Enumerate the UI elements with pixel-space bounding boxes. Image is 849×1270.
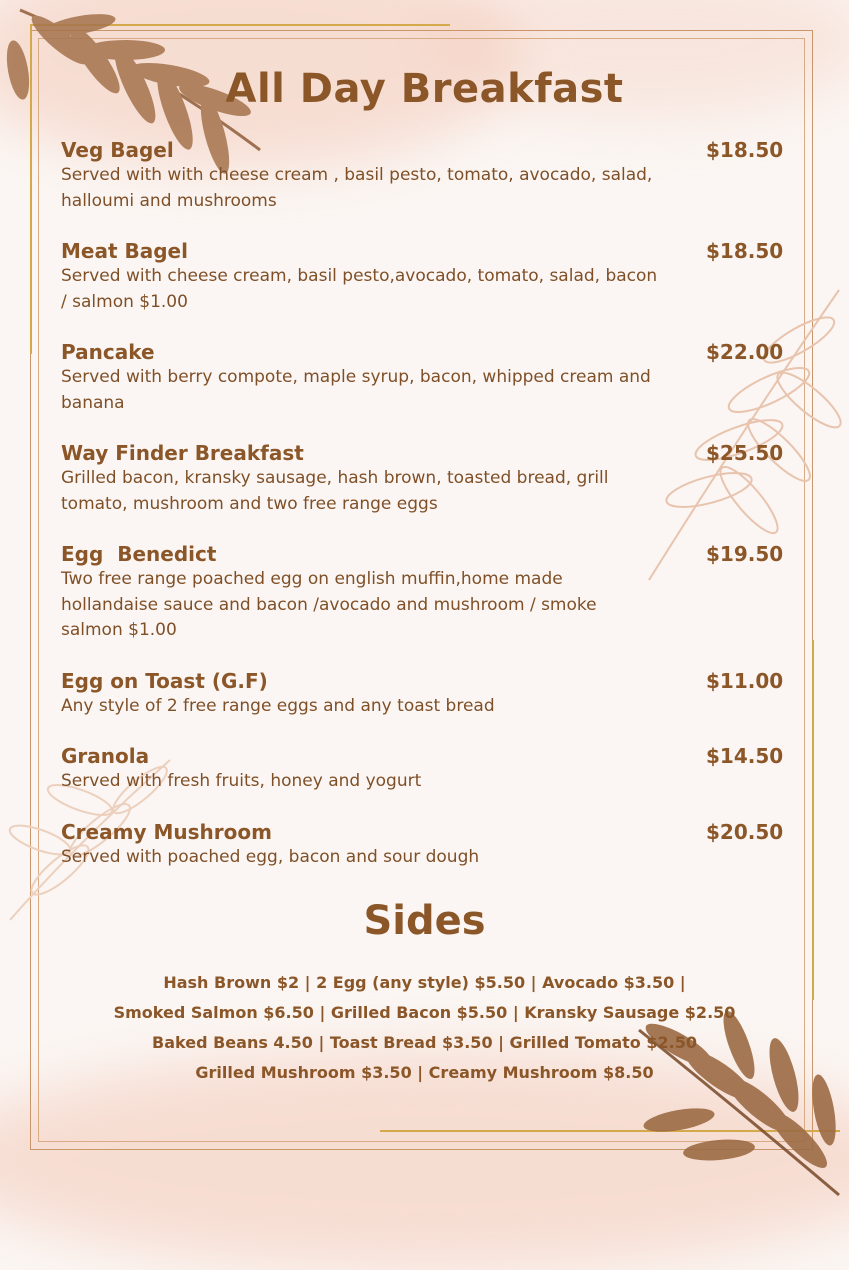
page-title: All Day Breakfast — [225, 66, 624, 112]
menu-item — [61, 440, 796, 517]
sides-line: Grilled Mushroom $3.50 | Creamy Mushroom $8.50 — [195, 1063, 654, 1082]
menu-item-name: Granola — [61, 744, 150, 768]
menu-item-price: $20.50 — [706, 820, 784, 844]
menu-item — [61, 743, 796, 795]
menu-item-price: $18.50 — [706, 138, 784, 162]
menu-item — [61, 819, 796, 871]
sides-line: Hash Brown $2 | 2 Egg (any style) $5.50 | Avocado $3.50 | — [163, 973, 686, 992]
menu-item-name: Egg on Toast (G.F) — [61, 669, 268, 693]
menu-item-price: $11.00 — [706, 669, 784, 693]
sides-list — [0, 968, 849, 1088]
menu-item-price: $19.50 — [706, 542, 784, 566]
menu-item-price: $14.50 — [706, 744, 784, 768]
menu-item-name: Meat Bagel — [61, 239, 188, 263]
menu-item-description: Served with poached egg, bacon and sour dough — [61, 847, 480, 867]
menu-item-description: Served with with cheese cream , basil pesto, tomato, avocado, salad, halloumi and mushrooms — [61, 165, 653, 211]
menu-item-description: Any style of 2 free range eggs and any toast bread — [61, 696, 495, 716]
menu-item — [61, 238, 796, 315]
menu-item-price: $22.00 — [706, 340, 784, 364]
menu-item — [61, 541, 796, 644]
sides-line: Baked Beans 4.50 | Toast Bread $3.50 | Grilled Tomato $2.50 — [152, 1033, 697, 1052]
menu-item-name: Pancake — [61, 340, 155, 364]
gold-accent-line — [812, 640, 814, 1000]
sides-heading: Sides — [363, 898, 486, 944]
menu-item-name: Veg Bagel — [61, 138, 174, 162]
menu-item-description: Two free range poached egg on english muffin,home made hollandaise sauce and bacon /avocado and mushroom / smoke salmon $1.00 — [61, 569, 597, 640]
sides-line: Smoked Salmon $6.50 | Grilled Bacon $5.50 | Kransky Sausage $2.50 — [113, 1003, 736, 1022]
menu-item — [61, 668, 796, 720]
menu-item-name: Egg Benedict — [61, 542, 217, 566]
menu-item-description: Served with fresh fruits, honey and yogurt — [61, 771, 422, 791]
menu-item-price: $25.50 — [706, 441, 784, 465]
menu-item — [61, 339, 796, 416]
menu-item-description: Grilled bacon, kransky sausage, hash brown, toasted bread, grill tomato, mushroom and two free range eggs — [61, 468, 609, 514]
menu-item-name: Creamy Mushroom — [61, 820, 272, 844]
menu-item-name: Way Finder Breakfast — [61, 441, 304, 465]
menu-item-price: $18.50 — [706, 239, 784, 263]
menu-item — [61, 137, 796, 214]
menu-item-description: Served with cheese cream, basil pesto,avocado, tomato, salad, bacon / salmon $1.00 — [61, 266, 658, 312]
menu-item-description: Served with berry compote, maple syrup, bacon, whipped cream and banana — [61, 367, 651, 413]
